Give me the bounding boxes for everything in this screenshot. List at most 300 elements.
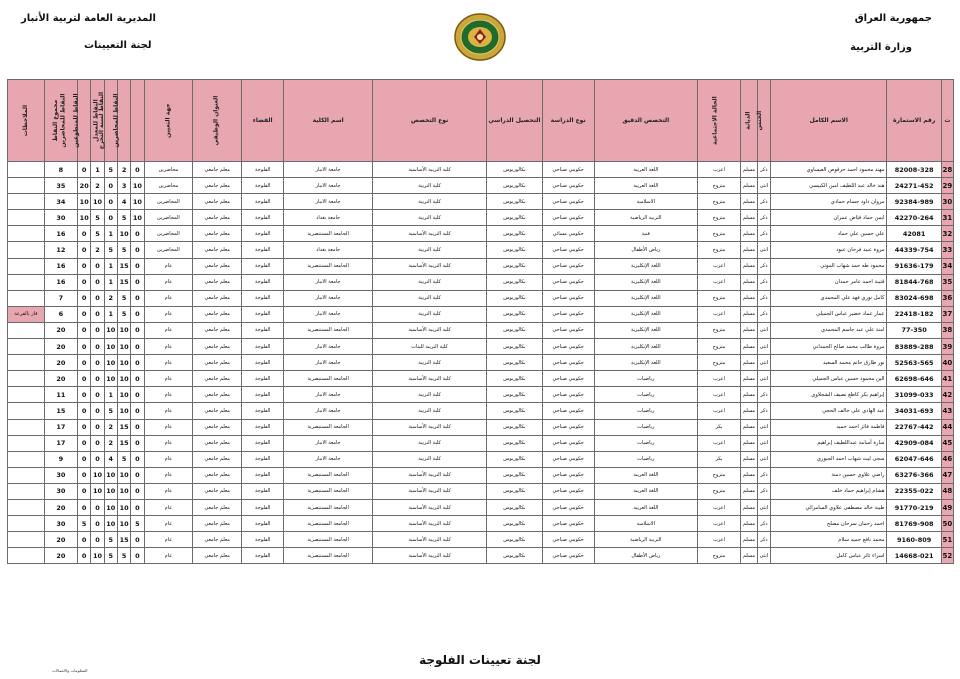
table-cell: اعزب (697, 403, 740, 419)
table-row (8, 516, 954, 532)
table-cell: 2 (91, 242, 104, 258)
table-cell: مسلم (741, 419, 758, 435)
table-cell: عام (144, 322, 193, 338)
column-header (193, 80, 242, 162)
table-cell: محمد نافع حميد سلام (771, 532, 887, 548)
table-cell: حكومي صباحي (542, 419, 594, 435)
table-cell (8, 483, 45, 499)
table-cell: 5 (117, 548, 130, 564)
column-header-label: الملاحظات (22, 104, 30, 137)
table-cell: 62698-646 (887, 371, 941, 387)
column-header-label: القضاء (252, 116, 273, 124)
table-cell: عام (144, 355, 193, 371)
table-cell: 17 (44, 419, 77, 435)
table-cell (8, 371, 45, 387)
table-cell (8, 210, 45, 226)
column-header-label: النقاط للمتطوعين (72, 93, 80, 148)
table-cell: 0 (104, 178, 117, 194)
table-row (8, 290, 954, 306)
table-cell (8, 419, 45, 435)
table-cell: انثى (757, 371, 770, 387)
table-cell: 2 (104, 419, 117, 435)
table-cell: ذكر (757, 210, 770, 226)
table-cell: معلم جامعي (193, 483, 242, 499)
column-header-label: الحالة الاجتماعية (712, 96, 720, 145)
table-cell: 5 (117, 210, 130, 226)
table-cell: 49 (941, 499, 953, 515)
table-cell: 11 (44, 387, 77, 403)
table-cell: الفلوجة (242, 467, 284, 483)
table-cell: فاطمة فائز احمد حميد (771, 419, 887, 435)
table-cell: محاضرين (144, 162, 193, 178)
table-cell: علي حسين علي حماد (771, 226, 887, 242)
table-cell: محمود طه حمد شهاب الموتي (771, 258, 887, 274)
table-cell: عام (144, 451, 193, 467)
table-cell: بكالوريوس (487, 178, 542, 194)
table-cell: معلم جامعي (193, 419, 242, 435)
table-cell: مسلم (741, 355, 758, 371)
table-cell: 0 (78, 483, 91, 499)
column-header (242, 80, 284, 162)
table-cell (8, 194, 45, 210)
table-cell: ذكر (757, 162, 770, 178)
table-cell: 62047-646 (887, 451, 941, 467)
table-cell: الفلوجة (242, 548, 284, 564)
table-cell (8, 435, 45, 451)
table-cell: 0 (78, 371, 91, 387)
table-cell: جامعة الانبار (284, 435, 373, 451)
table-cell: 15 (117, 258, 130, 274)
table-cell: معلم جامعي (193, 532, 242, 548)
table-cell: معلم جامعي (193, 403, 242, 419)
table-cell: 12 (44, 242, 77, 258)
table-cell: 40 (941, 355, 953, 371)
footer-note: المعلومات والاتصالات (52, 668, 88, 673)
table-cell: 5 (78, 516, 91, 532)
column-header-label: الجنس (756, 110, 764, 131)
table-cell: اعزب (697, 306, 740, 322)
table-cell: جامعة الانبار (284, 290, 373, 306)
table-cell: 0 (91, 387, 104, 403)
table-cell: حكومي صباحي (542, 322, 594, 338)
table-cell: بكالوريوس (487, 226, 542, 242)
column-header (8, 80, 45, 162)
table-cell: 20 (44, 322, 77, 338)
column-header-label: مجموع النقاط (52, 99, 60, 142)
table-cell: 45 (941, 435, 953, 451)
table-cell: 0 (78, 355, 91, 371)
column-header (887, 80, 941, 162)
table-cell: 0 (91, 258, 104, 274)
table-cell: ذكر (757, 194, 770, 210)
table-cell: ذكر (757, 467, 770, 483)
table-cell: 0 (78, 290, 91, 306)
header-right-line2: وزارة التربية (850, 42, 912, 53)
table-cell: بكر (697, 451, 740, 467)
table-cell: مسلم (741, 274, 758, 290)
table-cell: 0 (91, 306, 104, 322)
table-cell: مسلم (741, 226, 758, 242)
table-cell: ذكر (757, 516, 770, 532)
table-cell: مسلم (741, 467, 758, 483)
table-cell: اللغة الإنكليزية (594, 355, 697, 371)
table-cell: ايمن حماد فيَاض عمران (771, 210, 887, 226)
table-cell: متزوج (697, 467, 740, 483)
table-cell: اعزب (697, 532, 740, 548)
table-cell: حكومي مسائي (542, 226, 594, 242)
table-cell: جامعة بغداد (284, 242, 373, 258)
table-cell: مروة عبيد فرحان عبود (771, 242, 887, 258)
table-cell: جامعة بغداد (284, 210, 373, 226)
table-cell: ذكر (757, 290, 770, 306)
table-cell: الفلوجة (242, 339, 284, 355)
table-cell: 0 (104, 210, 117, 226)
table-header-row (8, 80, 954, 162)
table-cell: 5 (104, 162, 117, 178)
table-cell: 82008-328 (887, 162, 941, 178)
table-cell: معلم جامعي (193, 242, 242, 258)
column-header-label: العنوان الوظيفي (212, 95, 220, 146)
table-cell: انثى (757, 548, 770, 564)
table-cell: معلم جامعي (193, 258, 242, 274)
table-cell: مسلم (741, 258, 758, 274)
table-cell: متزوج (697, 178, 740, 194)
table-cell: ذكر (757, 226, 770, 242)
table-row (8, 387, 954, 403)
table-cell: 28 (941, 162, 953, 178)
column-header-label: ت (944, 116, 951, 124)
table-cell: الفلوجة (242, 403, 284, 419)
table-cell: مسلم (741, 371, 758, 387)
table-cell: الفلوجة (242, 306, 284, 322)
table-row (8, 483, 954, 499)
table-cell: 0 (91, 322, 104, 338)
table-cell: الفلوجة (242, 178, 284, 194)
table-cell: الجامعة المستنصرية (284, 467, 373, 483)
table-cell: كلية التربية (372, 387, 486, 403)
table-cell: الجامعة المستنصرية (284, 499, 373, 515)
table-cell: فاز بالقرعة (8, 306, 45, 322)
table-cell: 34 (44, 194, 77, 210)
table-cell: متزوج (697, 322, 740, 338)
table-row (8, 532, 954, 548)
table-cell: معلم جامعي (193, 306, 242, 322)
table-cell: معلم جامعي (193, 226, 242, 242)
table-cell: 5 (91, 210, 104, 226)
table-cell: 10 (117, 387, 130, 403)
column-header-label: الديانة (744, 111, 752, 130)
table-cell: كلية التربية (372, 274, 486, 290)
table-cell: بكالوريوس (487, 499, 542, 515)
column-header-label: نوع الدراسة (550, 116, 586, 124)
table-cell: بكالوريوس (487, 435, 542, 451)
table-cell: اللغة الإنكليزية (594, 322, 697, 338)
table-cell: 15 (117, 435, 130, 451)
table-cell: اللغة الإنكليزية (594, 306, 697, 322)
table-cell: 10 (91, 467, 104, 483)
table-cell: 2 (104, 435, 117, 451)
table-cell: كامل نوري فهد علي المحمدي (771, 290, 887, 306)
table-cell (8, 467, 45, 483)
table-cell: كلية التربية الأساسية (372, 548, 486, 564)
column-header (112, 80, 144, 162)
column-header (144, 80, 193, 162)
table-cell: مهند محمود احمد حرقوص العيساوي (771, 162, 887, 178)
table-cell: اللغة العربية (594, 178, 697, 194)
table-cell: 48 (941, 483, 953, 499)
table-cell: 0 (131, 274, 144, 290)
table-cell: الجامعة المستنصرية (284, 483, 373, 499)
table-cell: 10 (104, 339, 117, 355)
table-cell (8, 355, 45, 371)
table-cell: 10 (117, 339, 130, 355)
header-left-line2: لجنة التعيينات (84, 40, 152, 51)
table-cell: الفلوجة (242, 516, 284, 532)
table-cell: 31 (941, 210, 953, 226)
table-cell: 0 (78, 548, 91, 564)
table-cell: المحاضرين (144, 210, 193, 226)
table-cell: 83024-698 (887, 290, 941, 306)
table-cell: حكومي صباحي (542, 274, 594, 290)
table-cell: مسلم (741, 451, 758, 467)
table-cell: 35 (44, 178, 77, 194)
table-cell: اللغة الإنكليزية (594, 339, 697, 355)
table-cell: 9 (44, 451, 77, 467)
table-cell: الفلوجة (242, 258, 284, 274)
table-cell: الفلوجة (242, 322, 284, 338)
table-cell: 0 (131, 435, 144, 451)
table-cell: 10 (104, 467, 117, 483)
table-cell: 10 (104, 355, 117, 371)
table-row (8, 339, 954, 355)
table-cell: 0 (78, 339, 91, 355)
table-cell: اعزب (697, 258, 740, 274)
table-cell: بكالوريوس (487, 532, 542, 548)
table-cell: كلية التربية (372, 355, 486, 371)
table-cell: اللغة الإنكليزية (594, 290, 697, 306)
table-row (8, 435, 954, 451)
table-cell: سارة أسامة عبداللطيف إبراهيم (771, 435, 887, 451)
table-cell: 0 (131, 419, 144, 435)
table-row (8, 322, 954, 338)
table-cell: 43 (941, 403, 953, 419)
table-cell: 36 (941, 290, 953, 306)
table-cell: بكالوريوس (487, 483, 542, 499)
table-cell: الفلوجة (242, 162, 284, 178)
table-cell: 5 (117, 290, 130, 306)
column-header-label: النقاط للمعدل (92, 99, 100, 142)
table-cell: 0 (104, 194, 117, 210)
table-cell: عام (144, 403, 193, 419)
table-cell: اللغة الإنكليزية (594, 258, 697, 274)
table-cell: بكالوريوس (487, 162, 542, 178)
table-cell: جامعة الانبار (284, 339, 373, 355)
table-cell: مسلم (741, 516, 758, 532)
table-cell: عام (144, 306, 193, 322)
table-cell: 10 (131, 194, 144, 210)
column-header (757, 80, 770, 162)
table-cell: معلم جامعي (193, 499, 242, 515)
table-cell: متزوج (697, 226, 740, 242)
table-cell: 8 (44, 162, 77, 178)
table-cell: 0 (131, 322, 144, 338)
table-cell: 0 (131, 403, 144, 419)
table-cell: عام (144, 516, 193, 532)
table-cell: حكومي صباحي (542, 162, 594, 178)
table-cell: 10 (78, 194, 91, 210)
table-cell: 42081 (887, 226, 941, 242)
table-cell: 14668-021 (887, 548, 941, 564)
table-cell: 51 (941, 532, 953, 548)
column-header-label: النقاط لسنة التخرج (97, 91, 105, 150)
table-cell: 41 (941, 371, 953, 387)
table-cell: 5 (117, 306, 130, 322)
table-cell: مسلم (741, 178, 758, 194)
table-cell (8, 226, 45, 242)
table-cell: 0 (131, 532, 144, 548)
table-cell: المحاضرين (144, 242, 193, 258)
table-cell: 0 (131, 258, 144, 274)
table-cell: 0 (131, 371, 144, 387)
table-cell: بكالوريوس (487, 306, 542, 322)
table-cell: 0 (78, 499, 91, 515)
column-header (941, 80, 953, 162)
table-row (8, 242, 954, 258)
table-cell: 44339-754 (887, 242, 941, 258)
column-header (594, 80, 697, 162)
table-cell: بكالوريوس (487, 516, 542, 532)
table-cell: انثى (757, 339, 770, 355)
table-cell: 0 (131, 467, 144, 483)
table-cell: 0 (78, 451, 91, 467)
table-cell: 1 (104, 226, 117, 242)
table-cell: اعزب (697, 371, 740, 387)
table-cell: الفلوجة (242, 435, 284, 451)
table-cell: 24271-452 (887, 178, 941, 194)
table-cell (8, 290, 45, 306)
table-cell (8, 403, 45, 419)
table-cell: انثى (757, 451, 770, 467)
table-row (8, 274, 954, 290)
table-cell: 39 (941, 339, 953, 355)
table-cell: 0 (91, 290, 104, 306)
column-header (741, 80, 758, 162)
table-cell: معلم جامعي (193, 274, 242, 290)
column-header-label: اسم الكلية (312, 116, 344, 124)
column-header-label: النقاط للمحاضرين (59, 93, 67, 148)
table-cell: حكومي صباحي (542, 435, 594, 451)
table-cell: كلية التربية الأساسية (372, 258, 486, 274)
column-header-label: التخصص الدقيق (622, 116, 670, 124)
table-cell: طيبة خالد مصطفى علاوي السامرائي (771, 499, 887, 515)
table-cell: امنة علي عبد جاسم المحمدي (771, 322, 887, 338)
table-cell: 10 (117, 467, 130, 483)
table-cell: 10 (91, 548, 104, 564)
table-cell: معلم جامعي (193, 194, 242, 210)
table-cell: رياضيات (594, 387, 697, 403)
table-row (8, 178, 954, 194)
table-cell: حكومي صباحي (542, 178, 594, 194)
table-cell: عام (144, 339, 193, 355)
table-cell: حكومي صباحي (542, 467, 594, 483)
table-row (8, 451, 954, 467)
table-cell: 52563-565 (887, 355, 941, 371)
table-cell: الفلوجة (242, 532, 284, 548)
table-cell: معلم جامعي (193, 548, 242, 564)
table-cell: 5 (104, 548, 117, 564)
table-cell: 0 (131, 548, 144, 564)
table-cell: متزوج (697, 483, 740, 499)
table-cell: ذكر (757, 483, 770, 499)
table-cell: الجامعة المستنصرية (284, 548, 373, 564)
table-cell: معلم جامعي (193, 451, 242, 467)
table-cell (8, 242, 45, 258)
table-cell: حكومي صباحي (542, 451, 594, 467)
table-cell: 52 (941, 548, 953, 564)
column-header-label: الاسم الكامل (809, 116, 848, 124)
table-cell: معلم جامعي (193, 516, 242, 532)
table-cell: رياضيات (594, 435, 697, 451)
table-cell: انثى (757, 419, 770, 435)
table-cell: حكومي صباحي (542, 258, 594, 274)
table-cell: عام (144, 274, 193, 290)
table-cell: عام (144, 419, 193, 435)
table-cell: اعزب (697, 162, 740, 178)
table-cell: 10 (104, 322, 117, 338)
table-cell: انثى (757, 435, 770, 451)
table-cell: 15 (117, 532, 130, 548)
table-cell: 0 (131, 162, 144, 178)
table-cell: المحاضرين (144, 226, 193, 242)
table-cell: رياضيات (594, 451, 697, 467)
table-cell: الجامعة المستنصرية (284, 322, 373, 338)
table-cell: كلية التربية الأساسية (372, 371, 486, 387)
table-cell: مسلم (741, 532, 758, 548)
table-cell: 1 (104, 306, 117, 322)
table-cell: حكومي صباحي (542, 387, 594, 403)
table-row (8, 548, 954, 564)
table-cell: 17 (44, 435, 77, 451)
table-cell: كلية التربية الأساسية (372, 516, 486, 532)
table-cell: ذكر (757, 258, 770, 274)
table-cell: التربية الرياضية (594, 532, 697, 548)
table-cell: حكومي صباحي (542, 371, 594, 387)
table-cell: عام (144, 435, 193, 451)
table-cell: الفلوجة (242, 387, 284, 403)
table-cell: متزوج (697, 548, 740, 564)
table-cell: 30 (44, 483, 77, 499)
table-cell: 0 (131, 306, 144, 322)
table-cell: 2 (104, 290, 117, 306)
table-cell (8, 532, 45, 548)
table-cell: 0 (131, 499, 144, 515)
table-cell: 0 (131, 226, 144, 242)
table-cell: 16 (44, 226, 77, 242)
column-header-label: النقاط للمحاضرين (112, 93, 120, 148)
table-cell (8, 274, 45, 290)
table-cell: كلية التربية الأساسية (372, 532, 486, 548)
table-cell: جامعة الانبار (284, 451, 373, 467)
table-cell: حكومي صباحي (542, 242, 594, 258)
table-cell: مسلم (741, 306, 758, 322)
table-cell (8, 178, 45, 194)
table-cell: 0 (78, 467, 91, 483)
table-cell: 22418-182 (887, 306, 941, 322)
column-header (697, 80, 740, 162)
table-cell: 63276-366 (887, 467, 941, 483)
table-cell: الفلوجة (242, 290, 284, 306)
table-cell: 5 (117, 242, 130, 258)
